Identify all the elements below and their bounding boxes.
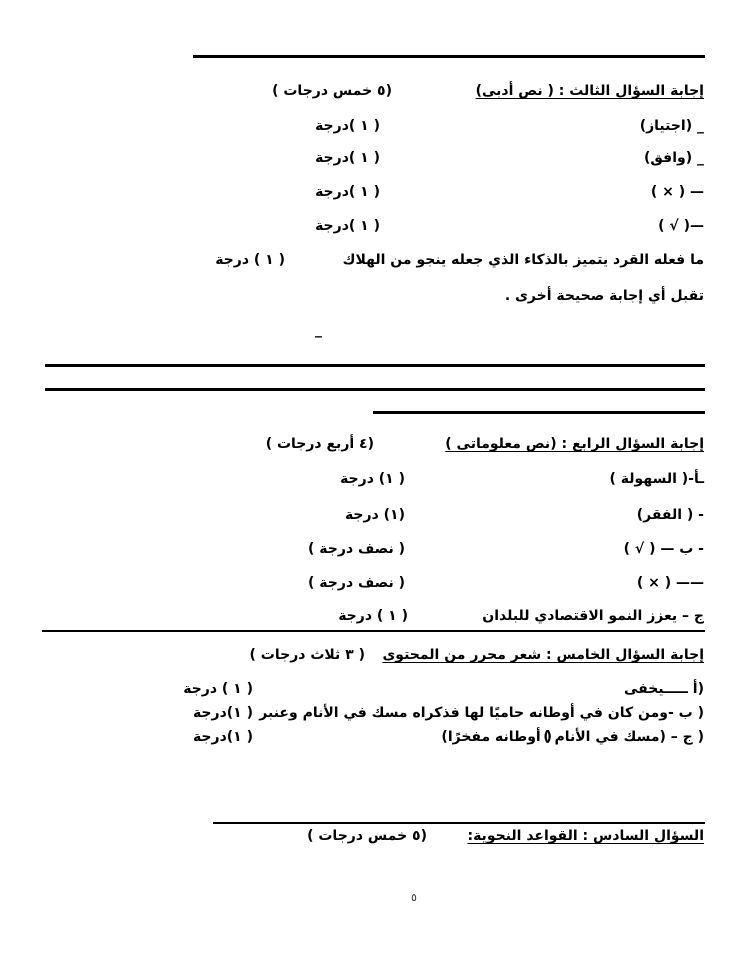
- q4-grade-4: ( نصف درجة ): [308, 575, 405, 591]
- q3-marks: (٥ خمس درجات ): [272, 83, 392, 99]
- q3-answer-2: _ (وافق): [644, 150, 704, 166]
- q3-heading: إجابة السؤال الثالث : ( نص أدبى): [475, 83, 704, 99]
- divider: [193, 55, 705, 58]
- q5-grade-1: ( ١ ) درجة: [183, 681, 253, 697]
- q3-answer-3: — ( × ): [650, 184, 704, 200]
- q4-marks: (٤ أربع درجات ): [265, 436, 374, 452]
- q4-grade-1: ( ١) درجة: [340, 471, 405, 487]
- page-number: ٥: [411, 891, 417, 904]
- divider: [45, 388, 705, 391]
- q3-grade-2: ( ١ )درجة: [315, 150, 380, 166]
- q4-grade-2: (١) درجة: [344, 507, 405, 523]
- q3-answer-4: —( √ ): [658, 218, 704, 234]
- divider: [373, 411, 705, 414]
- q3-grade-1: ( ١ )درجة: [315, 118, 380, 134]
- q5-answer-2: ( ب -ومن كان في أوطانه حاميًا لها فذكراه مسك في الأنام وعنبر: [259, 705, 704, 721]
- q3-note: تقبل أي إجابة صحيحة أخرى .: [504, 288, 704, 304]
- q4-grade-3: ( نصف درجة ): [308, 541, 405, 557]
- q4-answer-4: —— ( × ): [636, 575, 704, 591]
- q3-explanation-grade: ( ١ ) درجة: [215, 252, 285, 268]
- q4-answer-2: - ( الفقر): [636, 507, 704, 523]
- divider: [45, 364, 705, 367]
- q5-marks: ( ٣ ثلاث درجات ): [249, 647, 365, 663]
- q4-answer-1: ـأ-( السهولة ): [609, 471, 704, 487]
- q3-grade-3: ( ١ )درجة: [315, 184, 380, 200]
- q3-grade-4: ( ١ )درجة: [315, 218, 380, 234]
- q3-explanation: ما فعله القرد يتميز بالذكاء الذي جعله ينجو من الهلاك: [342, 252, 704, 268]
- q5-answer-3: ( ج – (مسك في الأنام ): [543, 729, 704, 745]
- q6-heading: السؤال السادس : القواعد النحوية:: [467, 828, 704, 844]
- q5-answer-3-extra: ( أوطانه مفخرًا): [441, 729, 552, 745]
- q5-grade-3: ( ١)درجة: [192, 729, 253, 745]
- q4-answer-3: - ب — ( √ ): [623, 541, 704, 557]
- q3-answer-1: _ (اجتياز): [639, 118, 704, 134]
- q6-marks: (٥ خمس درجات ): [307, 828, 427, 844]
- q4-heading: إجابة السؤال الرابع : (نص معلوماتى ): [445, 436, 704, 452]
- q4-c-grade: ( ١ ) درجة: [338, 608, 408, 624]
- q5-heading: إجابة السؤال الخامس : شعر محرر من المحتوى: [382, 647, 704, 663]
- q5-answer-1: (أ ـــــيخفى: [623, 681, 704, 697]
- q5-grade-2: ( ١)درجة: [192, 705, 253, 721]
- divider: [42, 630, 705, 632]
- divider: [213, 822, 705, 824]
- q3-dash: _: [315, 322, 322, 338]
- q4-c-answer: ج – يعزز النمو الاقتصادي للبلدان: [482, 608, 704, 624]
